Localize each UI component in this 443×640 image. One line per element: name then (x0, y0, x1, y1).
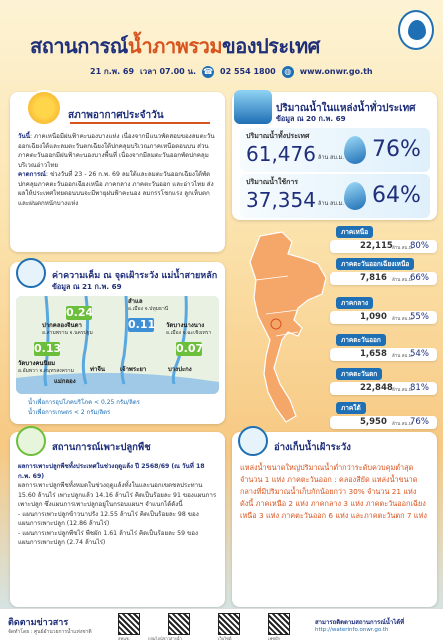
globe-icon: ◍ (282, 66, 294, 78)
page-header (0, 0, 443, 88)
region-name: ภาคกลาง (336, 297, 373, 309)
sun-cloud-icon (26, 90, 62, 126)
phone-icon: ☎ (203, 67, 214, 76)
qr-code[interactable] (118, 613, 140, 635)
today-label: วันนี้ (18, 133, 30, 140)
station-location: อ.อัมพวา จ.สมุทรสงคราม (18, 368, 74, 374)
weather-header (20, 94, 215, 121)
total-value: 61,476 (246, 142, 316, 166)
salinity-value: 0.07 (176, 342, 204, 355)
water-volume-card (232, 92, 437, 220)
station-name: สำแล (128, 298, 143, 305)
reservoir-card (232, 432, 437, 607)
region-unit: ล้าน ลบ.ม. (392, 388, 414, 393)
station-name: วัดบางคนนิยม (18, 360, 56, 367)
station-bang-khon-niyom (18, 360, 74, 375)
water-drop-icon (344, 136, 366, 164)
station-bang-nang (166, 322, 211, 337)
salinity-value: 0.11 (128, 318, 156, 331)
title-underline (70, 122, 210, 124)
today-text: : ภาคเหนือมีฝนฟ้าคะนองบางแห่ง เนื่องจากมีแนวพัดสอบของลมตะวันออกเฉียงใต้และลมตะวันตกเฉียงใต้ปกคลุมบริเวณภาคเหนือตอนบน ส่วนภาคตะวันออกมีฝนฟ้าคะนองบางพื้นที่ เนื่องจากมีลมตะวันออกพัดปกคลุมบริเวณอ่าวไทย (18, 133, 215, 169)
region-central (330, 297, 437, 324)
river-chao-phraya: เจ้าพระยา (120, 366, 147, 373)
region-unit: ล้าน ลบ.ม. (392, 246, 414, 251)
website-link[interactable]: www.onwr.go.th (299, 67, 373, 76)
salinity-asof: ข้อมูล ณ 21 ก.พ. 69 (52, 282, 122, 291)
qr-code[interactable] (168, 613, 190, 635)
map-shape (250, 232, 326, 422)
region-volume: 7,816 (360, 273, 387, 283)
region-name: ภาคตะวันออกเฉียงเหนือ (336, 258, 414, 270)
salinity-meter-icon (16, 258, 46, 288)
weather-text (18, 132, 220, 208)
forecast-label: คาดการณ์ (18, 171, 46, 178)
qr-caption: เว็บไซต์ (218, 636, 232, 640)
usable-water-row (240, 174, 430, 218)
footer-site-url[interactable]: http://waterinfo.onwr.go.th (315, 627, 389, 633)
crop-body-2: - แผนการเพาะปลูกข้าวนาปรัง 12.55 ล้านไร่ คิดเป็นร้อยละ 98 ของแผนการเพาะปลูก (12.86 ล้านไร่) (18, 510, 199, 527)
region-pct: 76% (410, 417, 429, 427)
onwr-logo (398, 10, 434, 50)
usable-value: 37,354 (246, 188, 316, 212)
region-name: ภาคตะวันออก (336, 334, 386, 346)
page-footer (0, 608, 443, 640)
reservoir-icon (238, 426, 268, 456)
region-pct: 81% (410, 383, 429, 393)
station-location: อ.สามพราน จ.นครปฐม (42, 330, 93, 336)
weather-title: สภาพอากาศประจำวัน (68, 110, 164, 121)
region-northeast (330, 258, 437, 285)
title-part-3: ของประเทศ (222, 34, 320, 58)
region-volume: 5,950 (360, 417, 387, 427)
region-volume: 22,848 (360, 383, 393, 393)
water-title: ปริมาณน้ำในแหล่งน้ำทั่วประเทศ (276, 103, 416, 114)
dam-icon (234, 90, 272, 124)
total-water-row (240, 128, 430, 172)
usable-unit: ล้าน ลบ.ม. (318, 201, 344, 207)
crop-title: สถานการณ์เพาะปลูกพืช (52, 442, 151, 453)
total-pct: 76% (372, 137, 421, 162)
thailand-map (232, 228, 330, 428)
region-west (330, 368, 437, 395)
region-name: ภาคใต้ (336, 402, 366, 414)
region-unit: ล้าน ลบ.ม. (392, 422, 414, 427)
region-volume: 1,090 (360, 312, 387, 322)
title-part-2: น้ำภาพรวม (127, 34, 223, 58)
qr-caption: กลุ่มไลน์ข่าวสารน้ำ (148, 636, 182, 640)
station-name: วัดบางนางนาง (166, 322, 205, 329)
crop-body-1: ผลการเพาะปลูกพืชทั้งหมดในช่วงฤดูแล้งทั้งในและนอกเขตชลประทาน 15.60 ล้านไร่ เพาะปลูกแล้ว 14.16 ล้านไร่ คิดเป็นร้อยละ 91 ของแผนการเพาะปลูก ซึ่งแผนการเพาะปลูกอยู่ในกรอบแผนฯ จำแนกได้ดังนี้ (18, 482, 217, 508)
water-drop-icon (344, 182, 366, 210)
qr-caption: สทนช. (118, 636, 130, 640)
legend-agriculture: น้ำเพื่อการเกษตร < 2 กรัม/ลิตร (28, 409, 111, 416)
usable-label: ปริมาณน้ำใช้การ (246, 178, 299, 186)
total-label: ปริมาณน้ำทั้งประเทศ (246, 132, 310, 140)
legend-consumption: น้ำเพื่อการอุปโภคบริโภค < 0.25 กรัม/ลิตร (28, 399, 140, 406)
reservoir-title: อ่างเก็บน้ำเฝ้าระวัง (274, 442, 351, 453)
region-name: ภาคตะวันตก (336, 368, 382, 380)
qr-caption: เฟซบุ๊ก (268, 636, 280, 640)
crop-heading: ผลการเพาะปลูกพืชทั้งประเทศในช่วงฤดูแล้ง ปี 2568/69 (18, 463, 170, 470)
region-pct: 80% (410, 241, 429, 251)
region-unit: ล้าน ลบ.ม. (392, 354, 414, 359)
info-bar (90, 65, 373, 78)
weather-card (10, 92, 225, 252)
title-part-1: สถานการณ์ (30, 34, 128, 58)
salinity-card (10, 262, 225, 424)
crop-body-3: - แผนการเพาะปลูกพืชไร่ พืชผัก 1.61 ล้านไร่ คิดเป็นร้อยละ 59 ของแผนการเพาะปลูก (2.74 ล้านไร่) (18, 529, 198, 546)
region-pct: 54% (410, 349, 429, 359)
plant-icon (16, 426, 46, 456)
region-name: ภาคเหนือ (336, 226, 373, 238)
river-map (16, 296, 219, 394)
footer-contact-sub: จัดทำโดย : ศูนย์อำนวยการน้ำแห่งชาติ (8, 629, 92, 635)
salinity-title: ค่าความเค็ม ณ จุดเฝ้าระวัง แม่น้ำสายหลัก (52, 271, 218, 281)
phone-number[interactable]: 02 554 1800 (220, 67, 276, 76)
region-east (330, 334, 437, 361)
region-pct: 66% (410, 273, 429, 283)
page-title (30, 30, 320, 62)
qr-code[interactable] (218, 613, 240, 635)
region-north (330, 226, 437, 253)
station-location: อ.เมือง จ.ฉะเชิงเทรา (166, 330, 212, 336)
water-drop-icon (408, 20, 426, 40)
salinity-value: 0.24 (66, 306, 94, 319)
footer-contact-title: ติดตามข่าวสาร (8, 618, 69, 628)
report-date: 21 ก.พ. 69 (90, 67, 135, 76)
station-name: ปากคลองจินดา (42, 322, 82, 329)
report-time: เวลา 07.00 น. (140, 67, 197, 76)
river-mae-klong: แม่กลอง (54, 378, 76, 385)
usable-pct: 64% (372, 183, 421, 208)
forecast-text: : ช่วงวันที่ 23 - 26 ก.พ. 69 ลมใต้และลมตะวันออกเฉียงใต้พัดปกคลุมภาคตะวันออกเฉียงเหนือ ภาคกลาง ภาคตะวันออก และอ่าวไทย ส่งผลให้ประเทศไทยตอนบนจะมีพายุฝนฟ้าคะนอง ลมกรรโชกแรง ลูกเห็บตก และฝนตกหนักบางแห่ง (18, 171, 214, 207)
region-volume: 22,115 (360, 241, 393, 251)
station-pak-khlong-jinda (42, 322, 93, 337)
region-south (330, 402, 437, 429)
river-bang-pakong: บางปะกง (168, 366, 192, 373)
total-unit: ล้าน ลบ.ม. (318, 155, 344, 161)
station-samlae (128, 298, 168, 313)
salinity-value: 0.13 (34, 342, 62, 355)
footer-site-title: สามารถติดตามสถานการณ์น้ำได้ที่ (315, 619, 405, 626)
region-unit: ล้าน ลบ.ม. (392, 278, 414, 283)
river-tha-chin: ท่าจีน (90, 366, 105, 373)
crop-card (10, 432, 225, 607)
station-location: อ.เมือง จ.ปทุมธานี (128, 306, 169, 312)
reservoir-text: แหล่งน้ำขนาดใหญ่ปริมาณน้ำต่ำกว่าระดับควบคุมต่ำสุด จำนวน 1 แห่ง ภาคตะวันออก : คลองสียัด แหล่งน้ำขนาดกลางที่มีปริมาณน้ำเก็บกักน้อยกว่า 30% จำนวน 21 แห่ง ดังนี้ ภาคเหนือ 2 แห่ง ภาคกลาง 3 แห่ง ภาคตะวันออกเฉียงเหนือ 3 แห่ง ภาคตะวันออก 6 แห่ง และภาคตะวันตก 7 แห่ง (240, 463, 427, 520)
crop-text (18, 462, 218, 548)
crop-heading-sub: (ณ วันที่ 18 ก.พ. 69) (18, 463, 205, 480)
salinity-legend (28, 398, 140, 418)
water-asof: ข้อมูล ณ 20 ก.พ. 69 (276, 114, 346, 123)
region-unit: ล้าน ลบ.ม. (392, 317, 414, 322)
region-pct: 55% (410, 312, 429, 322)
region-volume: 1,658 (360, 349, 387, 359)
qr-code[interactable] (268, 613, 290, 635)
